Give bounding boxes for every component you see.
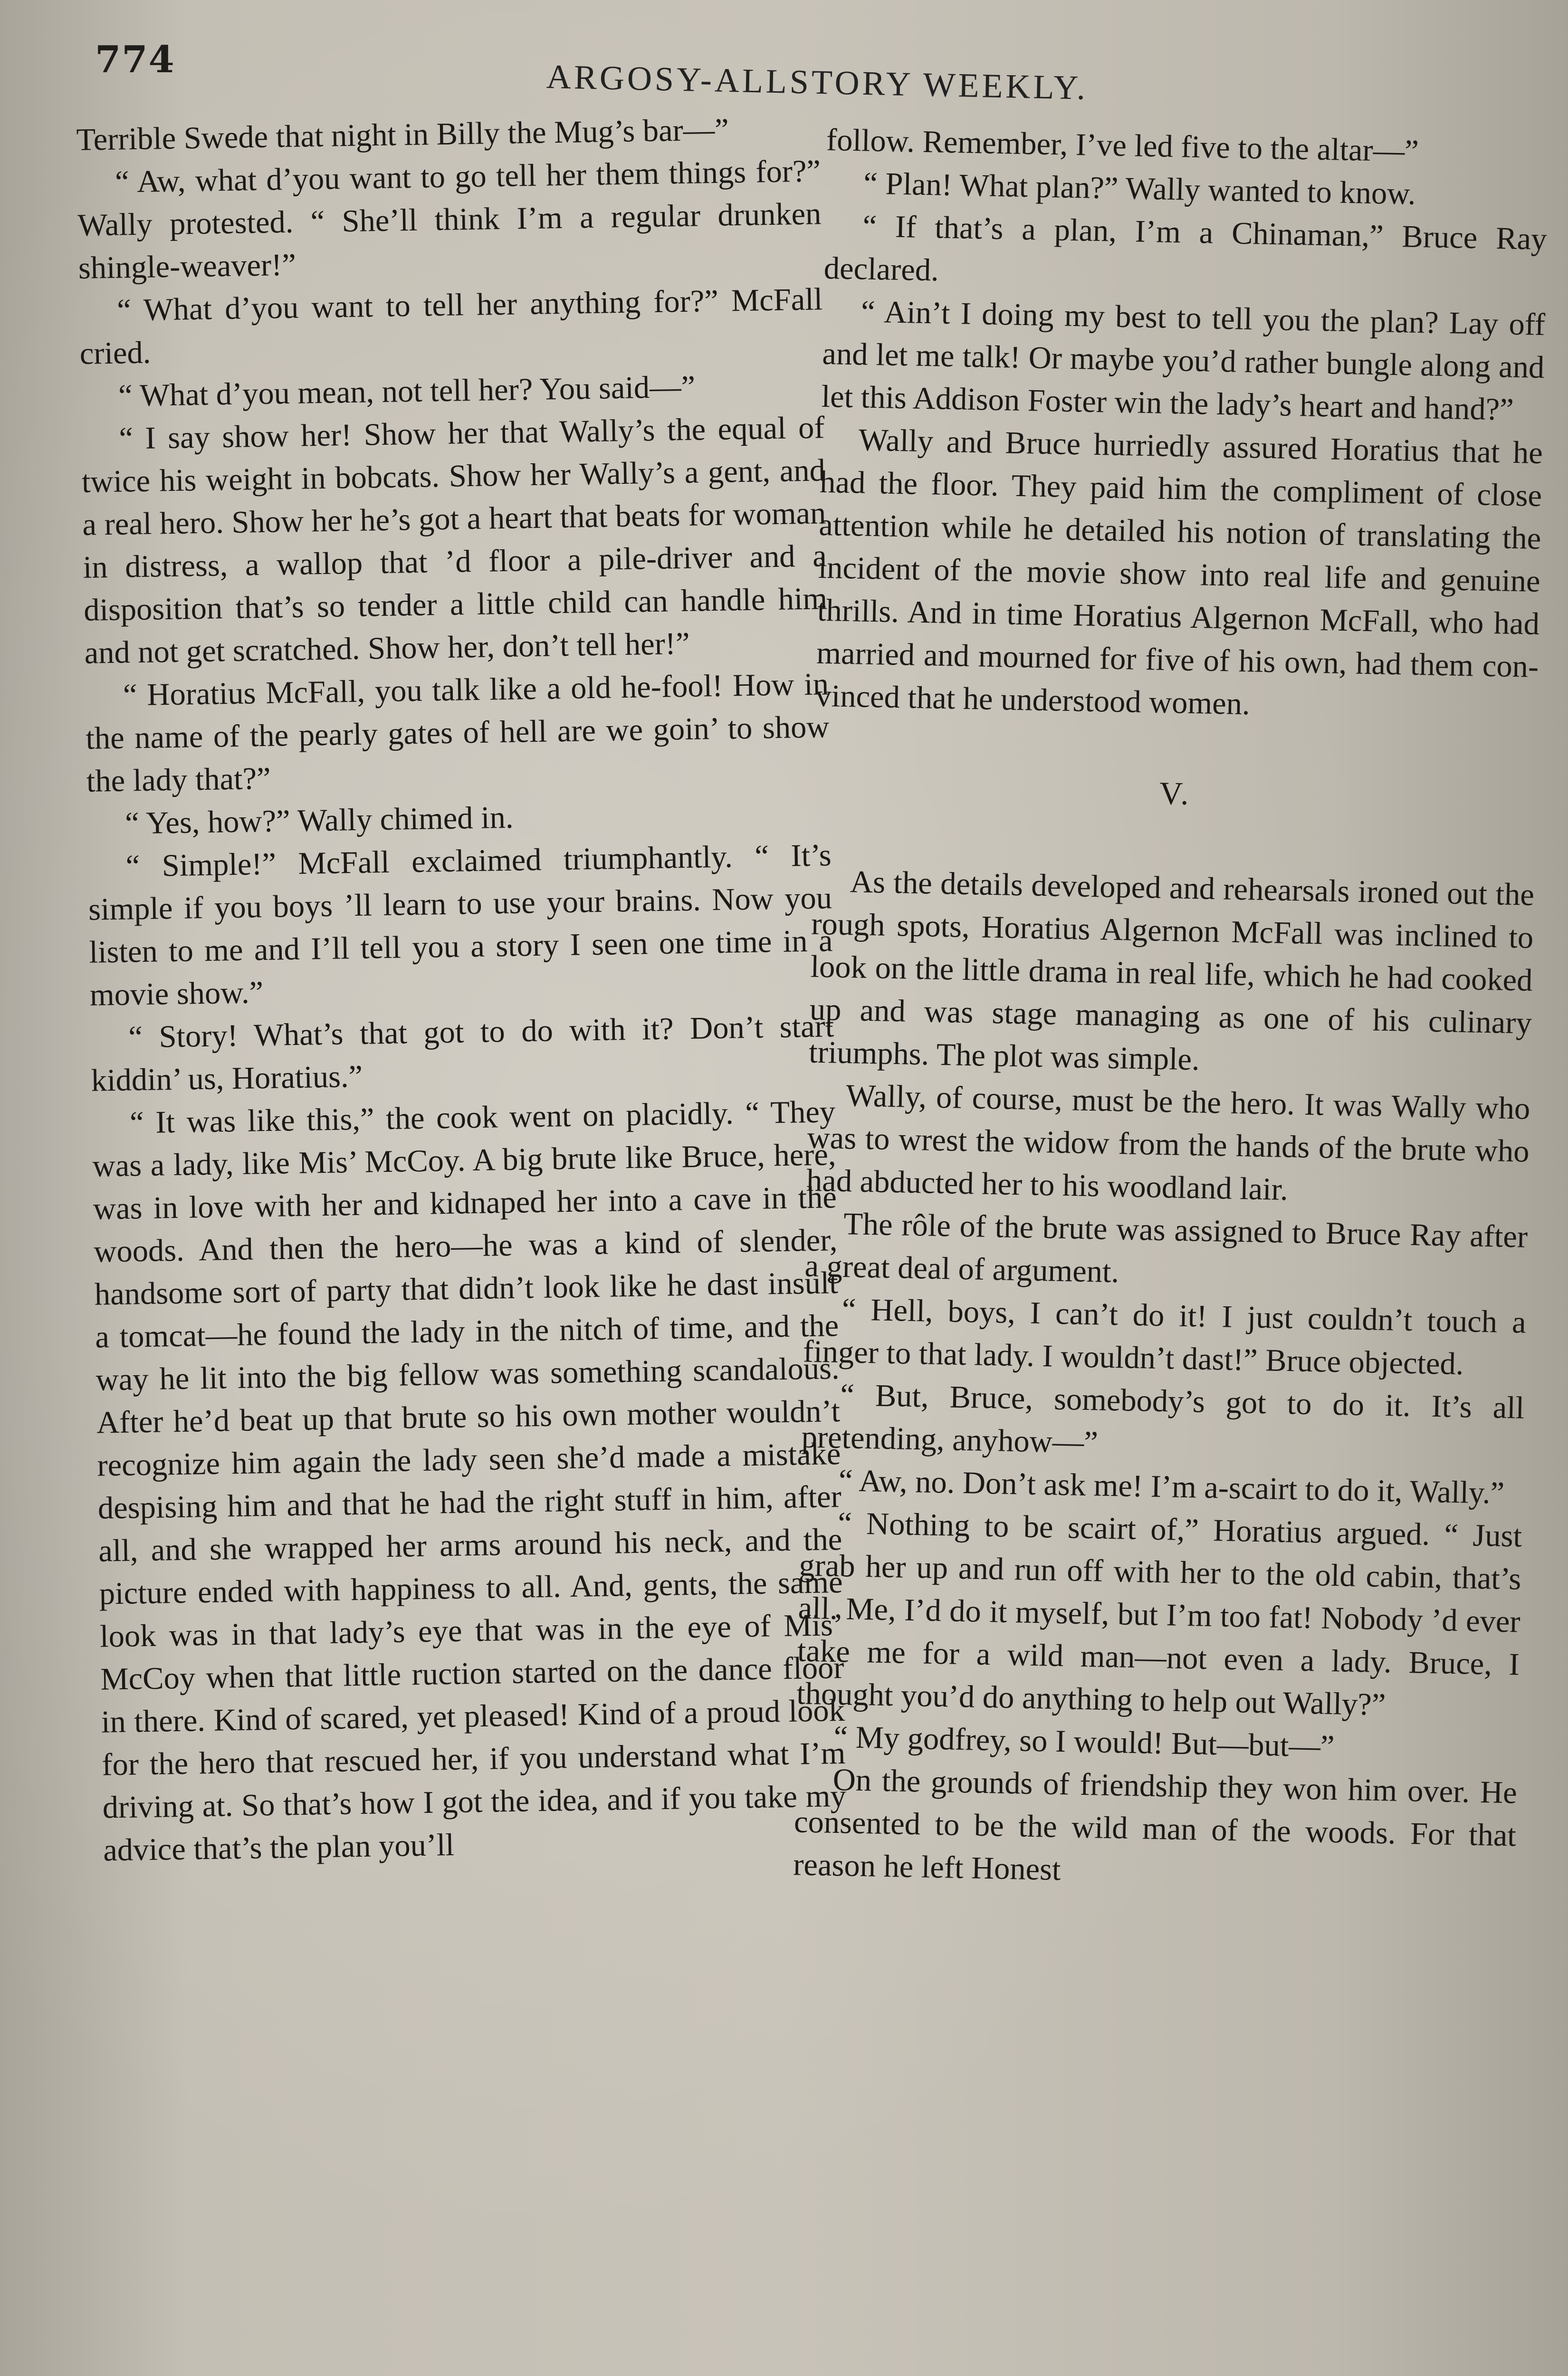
right-column bbox=[793, 119, 1549, 1900]
paragraph: “ What d’you want to tell her anything for?” McFall cried. bbox=[79, 282, 823, 371]
section-heading: V. bbox=[1159, 775, 1191, 812]
left-column bbox=[76, 107, 847, 1872]
paragraph: “ I say show her! Show her that Wally’s the equal of twice his weight in bobcats. Show her Wally’s a gent, and a real hero. Show her he’s got a heart that beats for woman in distress, a wallop that ’d floor a pile-driver and a disposition that’s so tender a little child can handle him and not get scratched. Show her, don’t tell her!” bbox=[81, 410, 828, 671]
paragraph: “ But, Bruce, somebody’s got to do it. It’s all pretending, anyhow—” bbox=[801, 1378, 1525, 1460]
page-number: 774 bbox=[95, 38, 175, 81]
paragraph: “ What d’you mean, not tell her? You said—” bbox=[118, 369, 696, 413]
paragraph: “ It was like this,” the cook went on placidly. “ They was a lady, like Mis’ McCoy. A big brute like Bruce, here, was in love with her and kidnaped her into a cave in the woods. And then the hero—he was a kind of slender, handsome sort of party that didn’t look like he dast insult a tomcat—he found the lady in the nitch of time, and the way he lit into the big fellow was something scandalous. After he’d beat up that brute so his own mother wouldn’t recognize him again the lady seen she’d made a mistake despising him and that he had the right stuff in him, after all, and she wrapped her arms around his neck, and the picture ended with happiness to all. And, gents, the same look was in that lady’s eye that was in the eye of Mis’ McCoy when that little ruction started on the dance floor in there. Kind of scared, yet pleased! Kind of a proud look for the hero that rescued her, if you understand what I’m driving at. So that’s how I got the idea, and if you take my advice that’s the plan you’ll bbox=[92, 1094, 847, 1868]
page-header bbox=[95, 33, 1501, 105]
paragraph: “ Horatius McFall, you talk like a old he-fool! How in the name of the pearly gates of hell are we goin’ to show the lady that?” bbox=[85, 667, 830, 799]
paragraph: “ Ain’t I doing my best to tell you the plan? Lay off and let me talk! Or maybe you’d rather bungle along and let this Addison Foster win the lady’s heart and hand?” bbox=[821, 294, 1546, 427]
paragraph: As the details developed and rehearsals ironed out the rough spots, Horatius Algernon McFall was inclined to look on the little drama in real life, which he had cooked up and was stage managing as one of his culinary triumphs. The plot was simple. bbox=[808, 864, 1535, 1077]
paragraph: “ My godfrey, so I would! But—but—” bbox=[833, 1719, 1335, 1764]
paragraph: “ Plan! What plan?” Wally wanted to know. bbox=[863, 166, 1416, 211]
paragraph: Wally and Bruce hurriedly assured Horatius that he had the floor. They paid him the compliment of close attention while he detailed his notion of translating the incident of the movie show into real life and genuine thrills. And in time Horatius Algernon McFall, who had married and mourned for five of his own, had them convinced that he understood women. bbox=[815, 422, 1543, 722]
running-head: ARGOSY-ALLSTORY WEEKLY. bbox=[546, 57, 1089, 107]
paragraph: “ Aw, what d’you want to go tell her them things for?” Wally protested. “ She’ll think I’m a regular drunken shingle-weaver!” bbox=[77, 153, 822, 286]
paragraph: “ Hell, boys, I can’t do it! I just couldn’t touch a finger to that lady. I wouldn’t dast!” Bruce objected. bbox=[803, 1292, 1527, 1382]
paragraph: “ If that’s a plan, I’m a Chinaman,” Bruce Ray declared. bbox=[823, 209, 1548, 288]
paragraph: Terrible Swede that night in Billy the Mug’s bar—” bbox=[76, 112, 729, 157]
paragraph: “ Nothing to be scairt of,” Horatius argued. “ Just grab her up and run off with her to the old cabin, that’s all. Me, I’d do it myself, but I’m too fat! Nobody ’d ever take me for a wild man—not even a lady. Bruce, I thought you’d do anything to help out Wally?” bbox=[796, 1505, 1522, 1723]
paragraph: “ Aw, no. Don’t ask me! I’m a-scairt to do it, Wally.” bbox=[838, 1463, 1505, 1511]
paragraph: “ Simple!” McFall exclaimed triumphantly. “ It’s simple if you boys ’ll learn to use your brains. Now you listen to me and I’ll tell you a story I seen one time in a movie show.” bbox=[88, 838, 833, 1013]
paragraph: The rôle of the brute was assigned to Bruce Ray after a great deal of argument. bbox=[804, 1207, 1528, 1290]
paragraph: Wally, of course, must be the hero. It was Wally who was to wrest the widow from the hands of the brute who had abducted her to his woodland lair. bbox=[806, 1078, 1530, 1207]
paragraph: On the grounds of friendship they won him over. He consented to be the wild man of the woods. For that reason he left Honest bbox=[793, 1762, 1518, 1887]
paragraph: follow. Remember, I’ve led five to the altar—” bbox=[826, 122, 1419, 169]
paragraph: “ Yes, how?” Wally chimed in. bbox=[124, 800, 514, 841]
paragraph: “ Story! What’s that got to do with it? Don’t start kiddin’ us, Horatius.” bbox=[91, 1009, 834, 1098]
